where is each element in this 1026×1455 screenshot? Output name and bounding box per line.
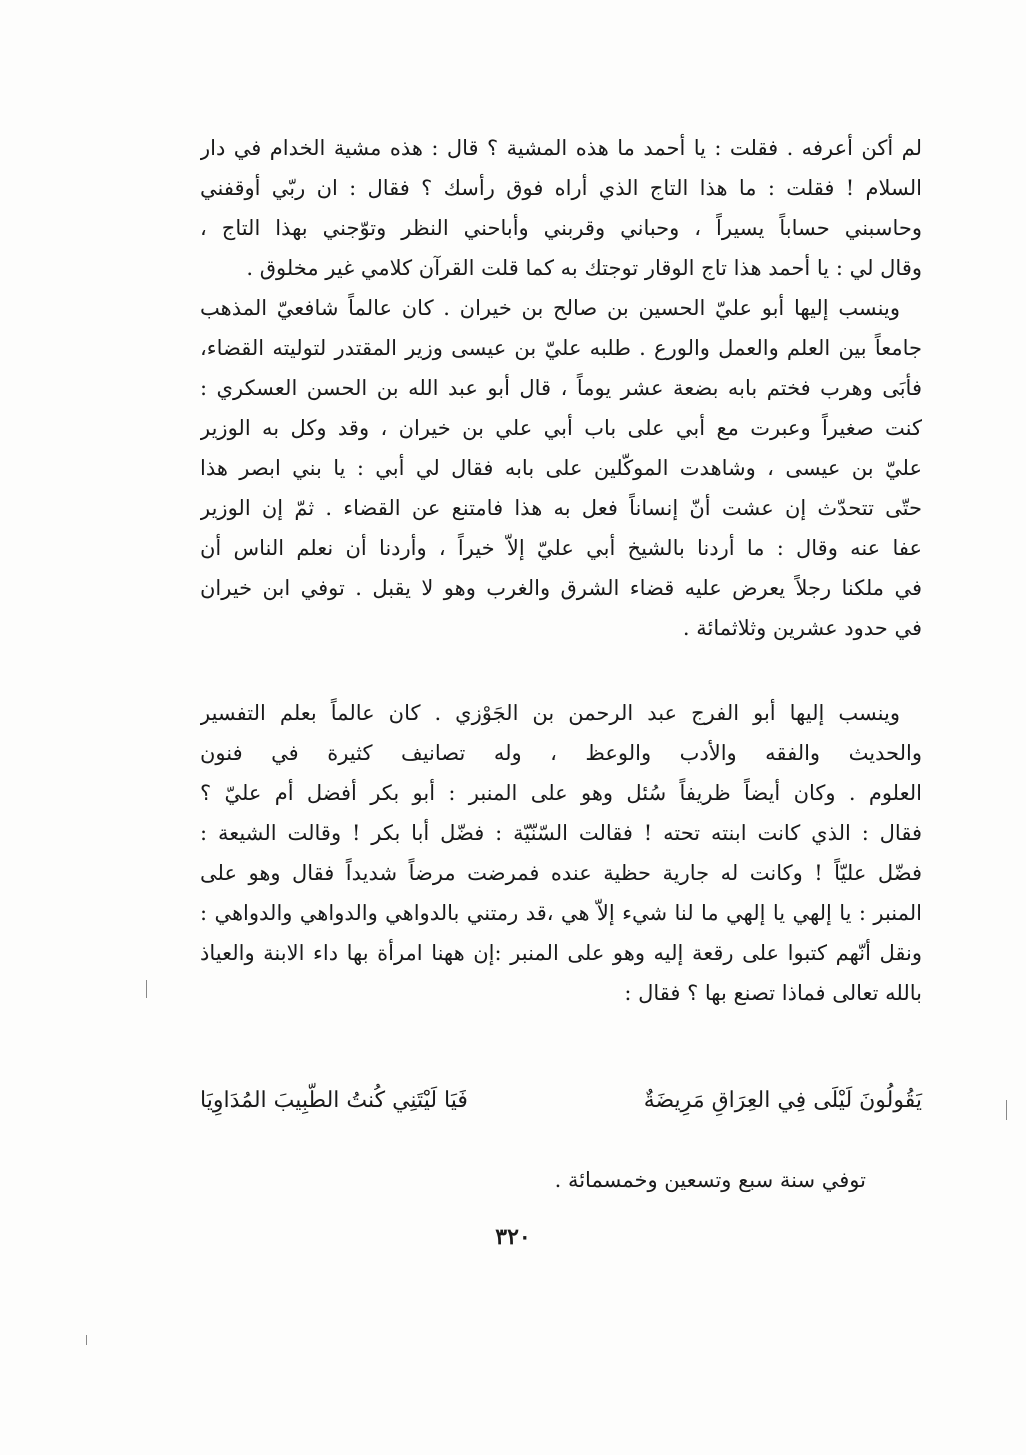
text-line: حتّى تتحدّث إن عشت أنّ إنساناً فعل به هذا فامتنع عن القضاء . ثمّ إن الوزير — [200, 496, 922, 520]
text-line: وينسب إليها أبو عليّ الحسين بن صالح بن خيران . كان عالماً شافعيّ المذهب — [200, 296, 900, 320]
text-line: في ملكنا رجلاً يعرض عليه قضاء الشرق والغرب وهو لا يقبل . توفي ابن خيران — [200, 576, 922, 600]
text-line: وحاسبني حساباً يسيراً ، وحباني وقربني وأباحني النظر وتوّجني بهذا التاج ، — [200, 216, 922, 240]
scan-speck — [86, 1335, 87, 1345]
verse-second-hemistich: فَيَا لَيْتَنِي كُنتُ الطّبِيبَ المُدَاوِيَا — [200, 1088, 468, 1113]
text-line: السلام ! فقلت : ما هذا التاج الذي أراه فوق رأسك ؟ فقال : ان ربّي أوقفني — [200, 176, 922, 200]
text-line: فأبَى وهرب فختم بابه بضعة عشر يوماً ، قال أبو عبد الله بن الحسن العسكري : — [200, 376, 922, 400]
text-line: جامعاً بين العلم والعمل والورع . طلبه عليّ بن عيسى وزير المقتدر لتوليته القضاء، — [200, 336, 922, 360]
text-line: بالله تعالى فماذا تصنع بها ؟ فقال : — [624, 981, 922, 1005]
text-line: فضّل عليّاً ! وكانت له جارية حظية عنده فمرضت مرضاً شديداً فقال وهو على — [200, 861, 922, 885]
page-number: ٣٢٠ — [495, 1224, 531, 1250]
text-line: عفا عنه وقال : ما أردنا بالشيخ أبي عليّ إلاّ خيراً ، وأردنا أن نعلم الناس أن — [200, 536, 922, 560]
text-line: لم أكن أعرفه . فقلت : يا أحمد ما هذه المشية ؟ قال : هذه مشية الخدام في دار — [200, 136, 922, 160]
text-line: العلوم . وكان أيضاً ظريفاً سُئل وهو على المنبر : أبو بكر أفضل أم عليّ ؟ — [200, 781, 922, 805]
scan-speck — [1006, 1100, 1007, 1120]
text-line: المنبر : يا إلهي يا إلهي ما لنا شيء إلاّ هي ،قد رمتني بالدواهي والدواهي والدواهي : — [200, 901, 922, 925]
closing-line: توفي سنة سبع وتسعين وخمسمائة . — [554, 1168, 866, 1192]
text-line: كنت صغيراً وعبرت مع أبي على باب أبي علي بن خيران ، وقد وكل به الوزير — [200, 416, 922, 440]
text-line: ونقل أنّهم كتبوا على رقعة إليه وهو على المنبر :إن ههنا امرأة بها داء الابنة والعياذ — [200, 941, 922, 965]
text-line: عليّ بن عيسى ، وشاهدت الموكّلين على بابه فقال لي أبي : يا بني ابصر هذا — [200, 456, 922, 480]
text-line: في حدود عشرين وثلاثمائة . — [682, 616, 922, 640]
text-line: والحديث والفقه والأدب والوعظ ، وله تصانيف كثيرة في فنون — [200, 741, 922, 765]
text-line: فقال : الذي كانت ابنته تحته ! فقالت السّنّيّة : فضّل أبا بكر ! وقالت الشيعة : — [200, 821, 922, 845]
text-line: وينسب إليها أبو الفرج عبد الرحمن بن الجَوْزي . كان عالماً بعلم التفسير — [200, 701, 900, 725]
text-line: وقال لي : يا أحمد هذا تاج الوقار توجتك به كما قلت القرآن كلامي غير مخلوق . — [246, 256, 922, 280]
verse-first-hemistich: يَقُولُونَ لَيْلَى فِي العِرَاقِ مَرِيضَةٌ — [643, 1088, 922, 1113]
poetry-verse — [200, 1077, 922, 1125]
scan-speck — [146, 980, 147, 998]
